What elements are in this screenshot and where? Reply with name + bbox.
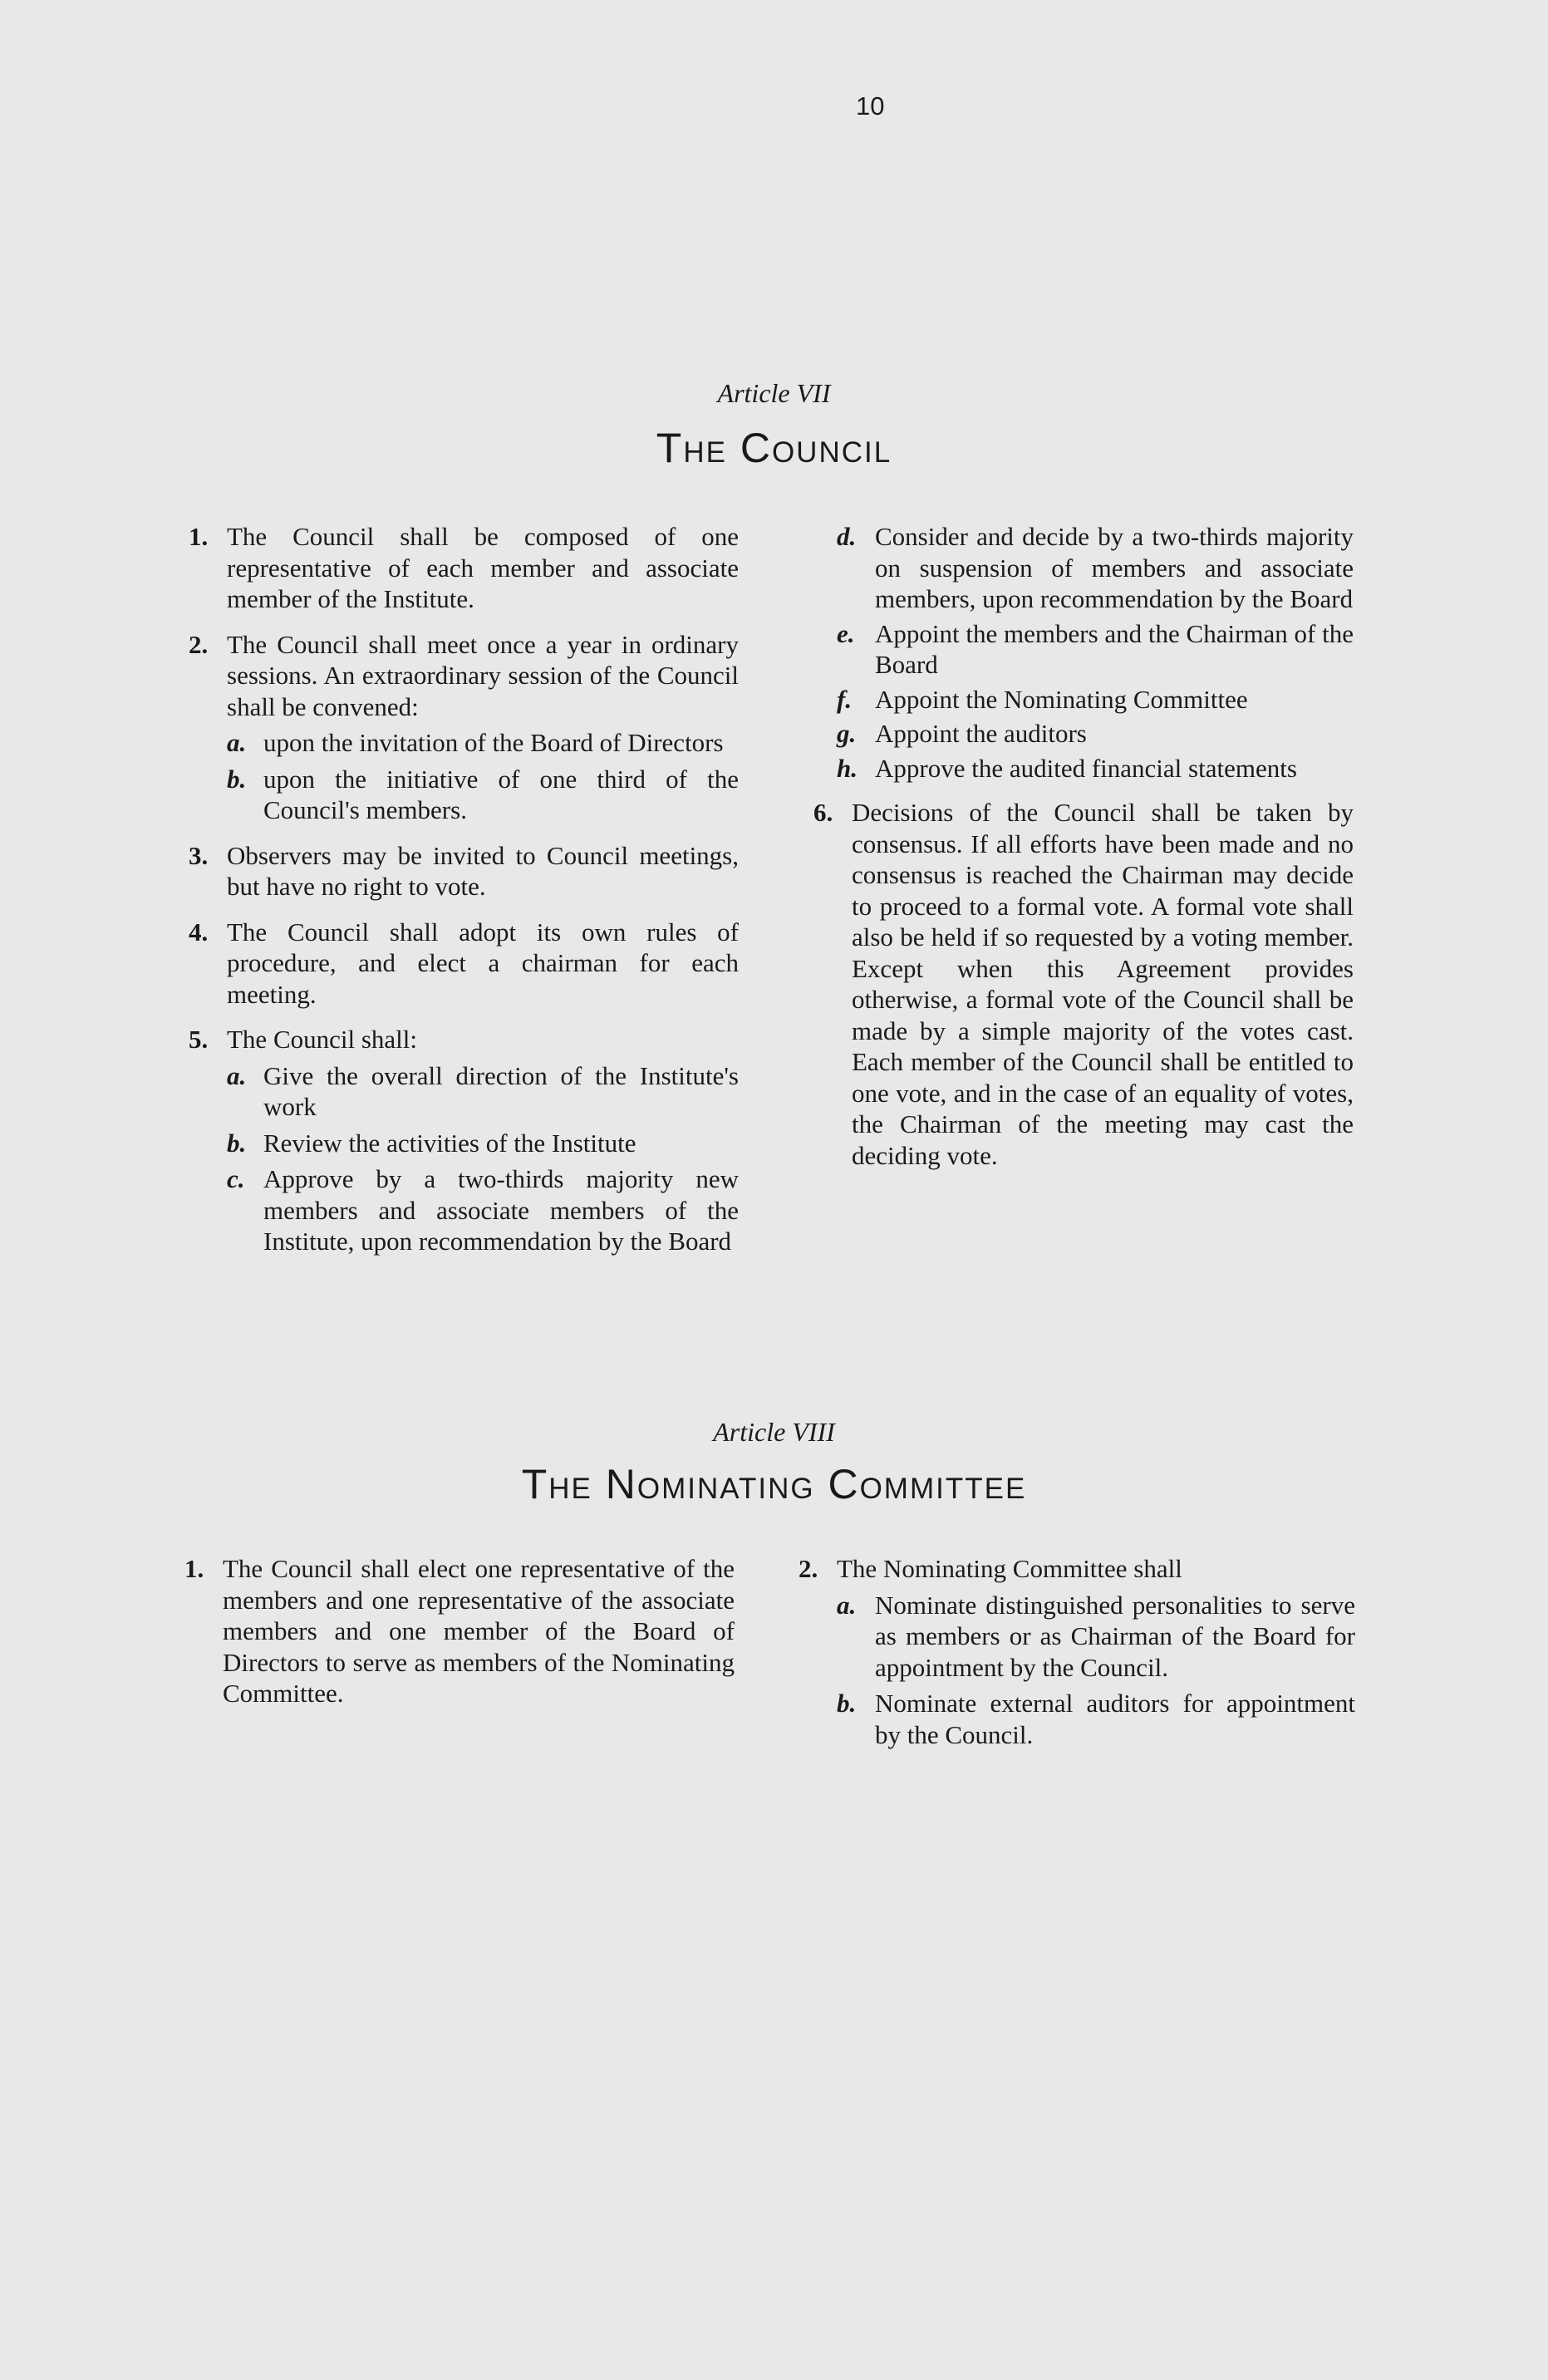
article-7-right-column <box>813 521 1354 1185</box>
article-8-left-column <box>184 1553 735 1724</box>
item-number: 3. <box>189 840 209 870</box>
sub-letter: c. <box>227 1164 245 1193</box>
sub-letter: f. <box>837 684 853 714</box>
sub-text: Nominate external auditors for appointment by the Council. <box>875 1689 1355 1749</box>
item-number: 4. <box>189 917 209 947</box>
item-text: Decisions of the Council shall be taken by consensus. If all efforts have been made and no consensus is reached the Chairman may decide to proceed to a formal vote. A formal vote shall also be held if so requested by a voting member. Except when this Agreement provides otherwise, a formal vote of the Council shall be made by a simple majority of the votes cast. Each member of the Council shall be entitled to one vote, and in the case of an equality of votes, the Chairman of the meeting may cast the deciding vote. <box>852 798 1354 1170</box>
item-text: The Council shall: <box>227 1025 418 1054</box>
sub-letter: h. <box>837 753 858 783</box>
item-number: 5. <box>189 1025 209 1054</box>
item-text: Observers may be invited to Council meetings, but have no right to vote. <box>227 840 739 901</box>
item-text: The Council shall elect one representative of the members and one representative of the associate members and one member of the Board of Directors to serve as members of the Nominating Committee. <box>223 1554 735 1708</box>
article-7-left-column <box>189 521 739 1271</box>
sub-letter: b. <box>227 764 247 794</box>
sub-letter: d. <box>837 522 857 551</box>
sub-letter: b. <box>837 1689 857 1718</box>
sub-item-a <box>227 727 739 759</box>
article-7-item-4 <box>189 917 739 1011</box>
sub-text: Nominate distinguished personalities to serve as members or as Chairman of the Board for appointment by the Council. <box>875 1590 1355 1682</box>
sub-letter: b. <box>227 1128 247 1158</box>
sub-item-d <box>837 521 1354 615</box>
sub-item-c <box>227 1163 739 1257</box>
sub-text: Appoint the Nominating Committee <box>875 684 1248 714</box>
sub-text: Approve the audited financial statements <box>875 753 1297 783</box>
sub-text: Approve by a two-thirds majority new members and associate members of the Institute, upon recommendation by the Board <box>263 1164 739 1256</box>
sub-item-e <box>837 618 1354 681</box>
item-text: The Council shall meet once a year in ordinary sessions. An extraordinary session of the Council shall be convened: <box>227 629 739 721</box>
item-number: 1. <box>189 522 209 551</box>
item-text: The Council shall be composed of one representative of each member and associate member of the Institute. <box>227 522 739 613</box>
sub-letter: e. <box>837 618 855 648</box>
sub-letter: g. <box>837 719 857 748</box>
sub-item-f <box>837 684 1354 715</box>
sub-item-h <box>837 753 1354 784</box>
article-7-item-6 <box>813 797 1354 1171</box>
article-8-label: Article VIII <box>713 1417 835 1447</box>
item-number: 1. <box>184 1554 204 1583</box>
sub-item-b <box>227 1128 739 1159</box>
sub-item-g <box>837 718 1354 750</box>
sub-list <box>799 1590 1355 1751</box>
item-text: The Nominating Committee shall <box>837 1554 1182 1583</box>
sub-item-b <box>227 764 739 826</box>
article-8-item-2 <box>799 1553 1355 1750</box>
sub-text: Appoint the auditors <box>875 719 1087 748</box>
page-number: 10 <box>856 91 885 120</box>
article-7-label: Article VII <box>717 378 831 408</box>
item-number: 2. <box>799 1554 818 1583</box>
sub-letter: a. <box>837 1590 857 1620</box>
sub-text: upon the initiative of one third of the Council's members. <box>263 764 739 824</box>
article-7-item-1 <box>189 521 739 615</box>
item-text: The Council shall adopt its own rules of procedure, and elect a chairman for each meeting. <box>227 917 739 1009</box>
sub-text: Consider and decide by a two-thirds majority on suspension of members and associate members, upon recommendation by the Board <box>875 522 1354 613</box>
item-number: 2. <box>189 629 209 659</box>
sub-letter: a. <box>227 1060 247 1090</box>
sub-text: upon the invitation of the Board of Directors <box>263 728 724 757</box>
article-7-item-3 <box>189 840 739 902</box>
item-number: 6. <box>813 798 833 827</box>
sub-item-a <box>799 1590 1355 1684</box>
sub-list <box>227 1060 739 1257</box>
sub-list <box>227 727 739 826</box>
sub-text: Give the overall direction of the Institute's work <box>263 1060 739 1121</box>
article-7-item-5 <box>189 1024 739 1257</box>
article-7-title: The Council <box>656 425 892 471</box>
sub-letter: a. <box>227 728 247 757</box>
article-7-item-2 <box>189 629 739 826</box>
article-8-title: The Nominating Committee <box>521 1461 1027 1507</box>
sub-text: Appoint the members and the Chairman of the Board <box>875 618 1354 679</box>
sub-item-b <box>799 1688 1355 1750</box>
article-8-right-column <box>799 1553 1355 1764</box>
sub-item-a <box>227 1060 739 1123</box>
sub-text: Review the activities of the Institute <box>263 1128 636 1158</box>
article-8-item-1 <box>184 1553 735 1709</box>
